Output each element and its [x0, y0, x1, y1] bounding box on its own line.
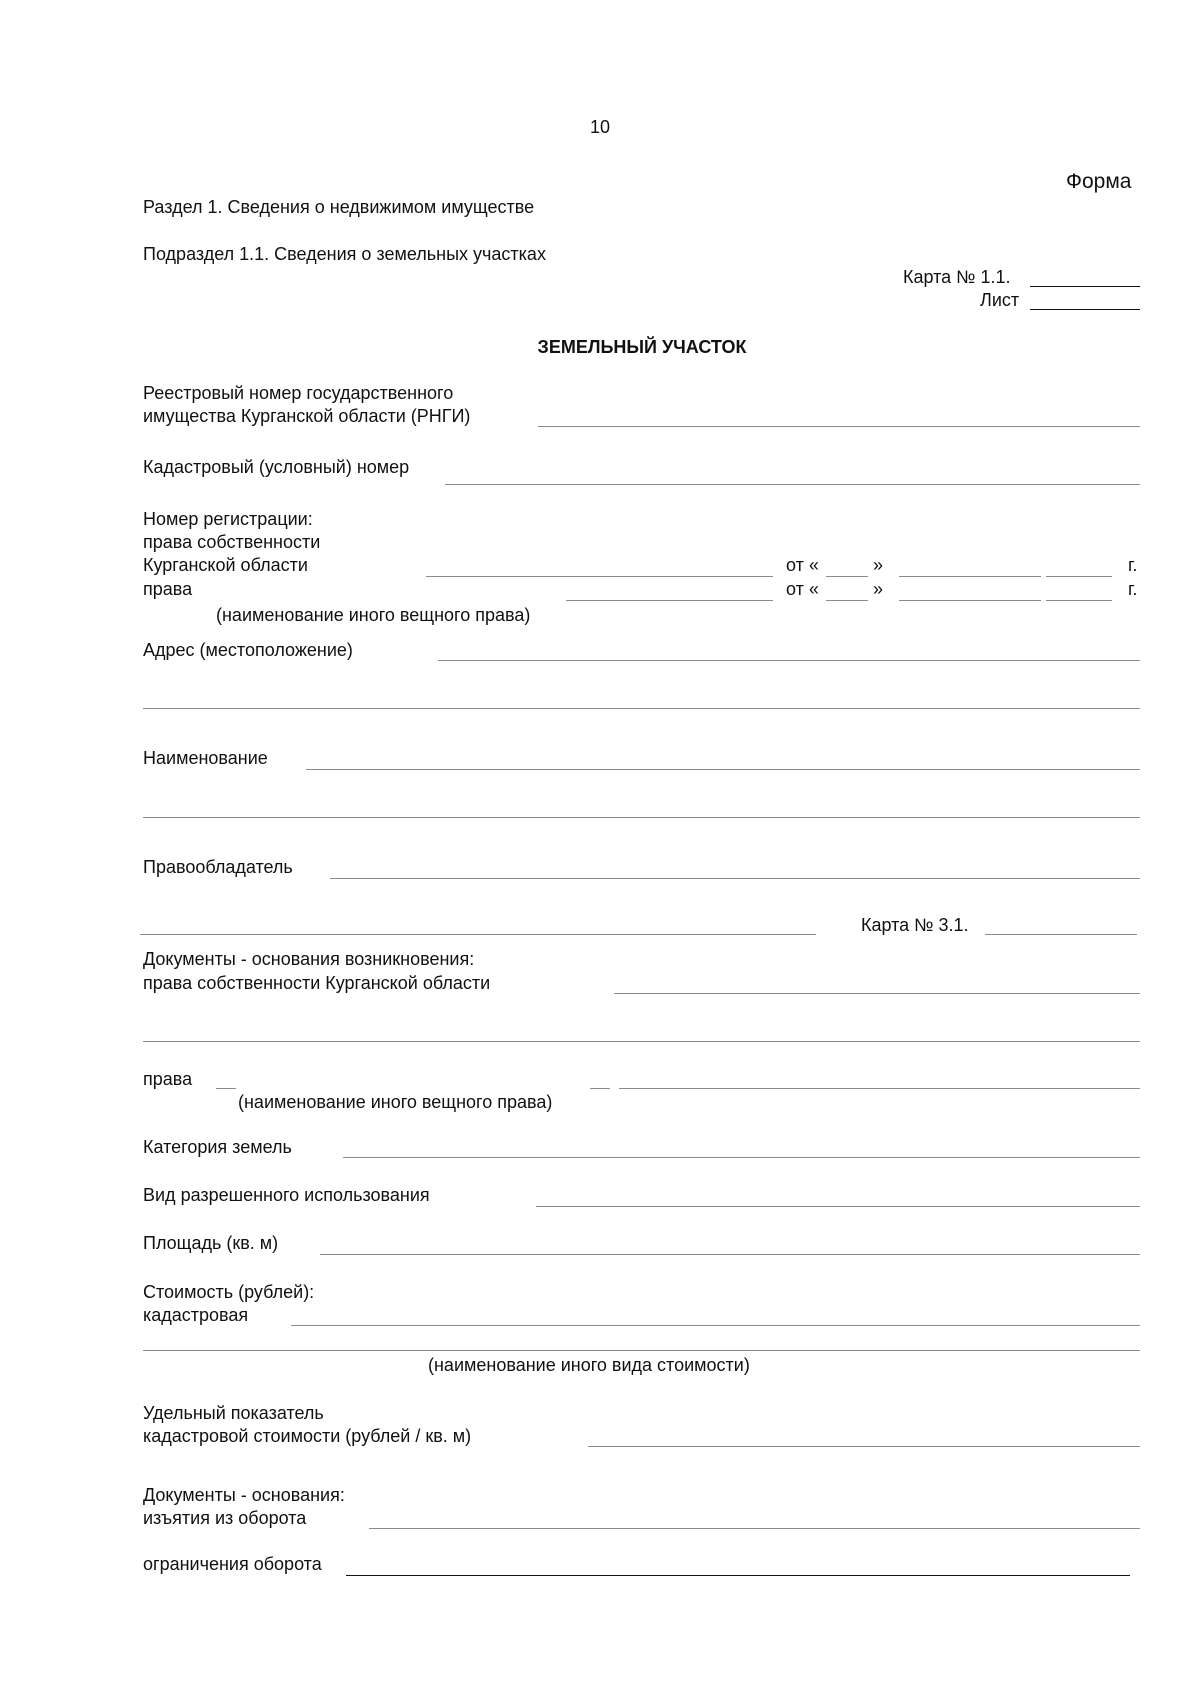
registration-heading: Номер регистрации: [143, 509, 313, 529]
ownership-date-year-field[interactable] [1046, 576, 1112, 577]
documents-other-right-hint: (наименование иного вещного права) [238, 1092, 553, 1112]
address-field[interactable] [438, 660, 1140, 661]
specific-indicator-field[interactable] [588, 1446, 1140, 1447]
category-field[interactable] [343, 1157, 1140, 1158]
restriction-label: ограничения оборота [143, 1554, 322, 1574]
ownership-date-day-field[interactable] [826, 576, 868, 577]
ownership-reg-number-field[interactable] [426, 576, 773, 577]
cost-heading: Стоимость (рублей): [143, 1282, 315, 1302]
document-title: ЗЕМЕЛЬНЫЙ УЧАСТОК [537, 337, 747, 357]
holder-label: Правообладатель [143, 857, 293, 877]
sheet-number-field[interactable] [1030, 309, 1140, 310]
documents-other-right-name-field-start[interactable] [216, 1088, 236, 1089]
cost-cadastral-field[interactable] [291, 1325, 1140, 1326]
other-right-date-month-field[interactable] [899, 600, 1041, 601]
holder-field[interactable] [330, 878, 1140, 879]
other-right-hint: (наименование иного вещного права) [216, 605, 531, 625]
other-right-reg-number-field[interactable] [566, 600, 773, 601]
ownership-date-open: от « [786, 555, 819, 575]
holder-field-continued[interactable] [140, 934, 816, 935]
other-right-date-open: от « [786, 579, 819, 599]
ownership-label-line2: Курганской области [143, 555, 308, 575]
documents-other-right-label: права [143, 1069, 193, 1089]
section-title: Раздел 1. Сведения о недвижимом имуществе [143, 197, 535, 217]
documents-ownership-field-continued[interactable] [143, 1041, 1140, 1042]
area-field[interactable] [320, 1254, 1140, 1255]
page-number: 10 [589, 117, 611, 137]
registry-label-line2: имущества Курганской области (РНГИ) [143, 406, 471, 426]
form-label: Форма [1066, 170, 1132, 193]
other-right-year-suffix: г. [1128, 579, 1138, 599]
other-right-label: права [143, 579, 193, 599]
cost-other-hint: (наименование иного вида стоимости) [428, 1355, 750, 1375]
address-field-continued[interactable] [143, 708, 1140, 709]
other-right-date-day-field[interactable] [826, 600, 868, 601]
restriction-field[interactable] [346, 1575, 1130, 1576]
sheet-label: Лист [980, 290, 1020, 310]
area-label: Площадь (кв. м) [143, 1233, 279, 1253]
card31-label: Карта № 3.1. [861, 915, 969, 935]
cost-cadastral-label: кадастровая [143, 1305, 249, 1325]
name-field[interactable] [306, 769, 1140, 770]
registry-number-field[interactable] [538, 426, 1140, 427]
card-number-field[interactable] [1030, 286, 1140, 287]
documents-other-right-field[interactable] [619, 1088, 1140, 1089]
docs-basis-heading: Документы - основания: [143, 1485, 345, 1505]
ownership-date-month-field[interactable] [899, 576, 1041, 577]
documents-ownership-field[interactable] [614, 993, 1140, 994]
category-label: Категория земель [143, 1137, 292, 1157]
cadastral-label: Кадастровый (условный) номер [143, 457, 410, 477]
name-label: Наименование [143, 748, 268, 768]
cost-other-field[interactable] [143, 1350, 1140, 1351]
cadastral-number-field[interactable] [445, 484, 1140, 485]
ownership-date-close: » [873, 555, 884, 575]
other-right-date-year-field[interactable] [1046, 600, 1112, 601]
other-right-date-close: » [873, 579, 884, 599]
specific-indicator-line1: Удельный показатель [143, 1403, 324, 1423]
permitted-use-field[interactable] [536, 1206, 1140, 1207]
documents-other-right-name-field-end[interactable] [590, 1088, 610, 1089]
documents-heading: Документы - основания возникновения: [143, 949, 475, 969]
address-label: Адрес (местоположение) [143, 640, 353, 660]
documents-ownership-label: права собственности Курганской области [143, 973, 491, 993]
name-field-continued[interactable] [143, 817, 1140, 818]
ownership-year-suffix: г. [1128, 555, 1138, 575]
permitted-use-label: Вид разрешенного использования [143, 1185, 430, 1205]
withdrawal-label: изъятия из оборота [143, 1508, 307, 1528]
subsection-title: Подраздел 1.1. Сведения о земельных участках [143, 244, 546, 264]
specific-indicator-line2: кадастровой стоимости (рублей / кв. м) [143, 1426, 472, 1446]
ownership-label-line1: права собственности [143, 532, 321, 552]
registry-label-line1: Реестровый номер государственного [143, 383, 454, 403]
card31-number-field[interactable] [985, 934, 1137, 935]
withdrawal-field[interactable] [369, 1528, 1140, 1529]
card-label: Карта № 1.1. [903, 267, 1011, 287]
